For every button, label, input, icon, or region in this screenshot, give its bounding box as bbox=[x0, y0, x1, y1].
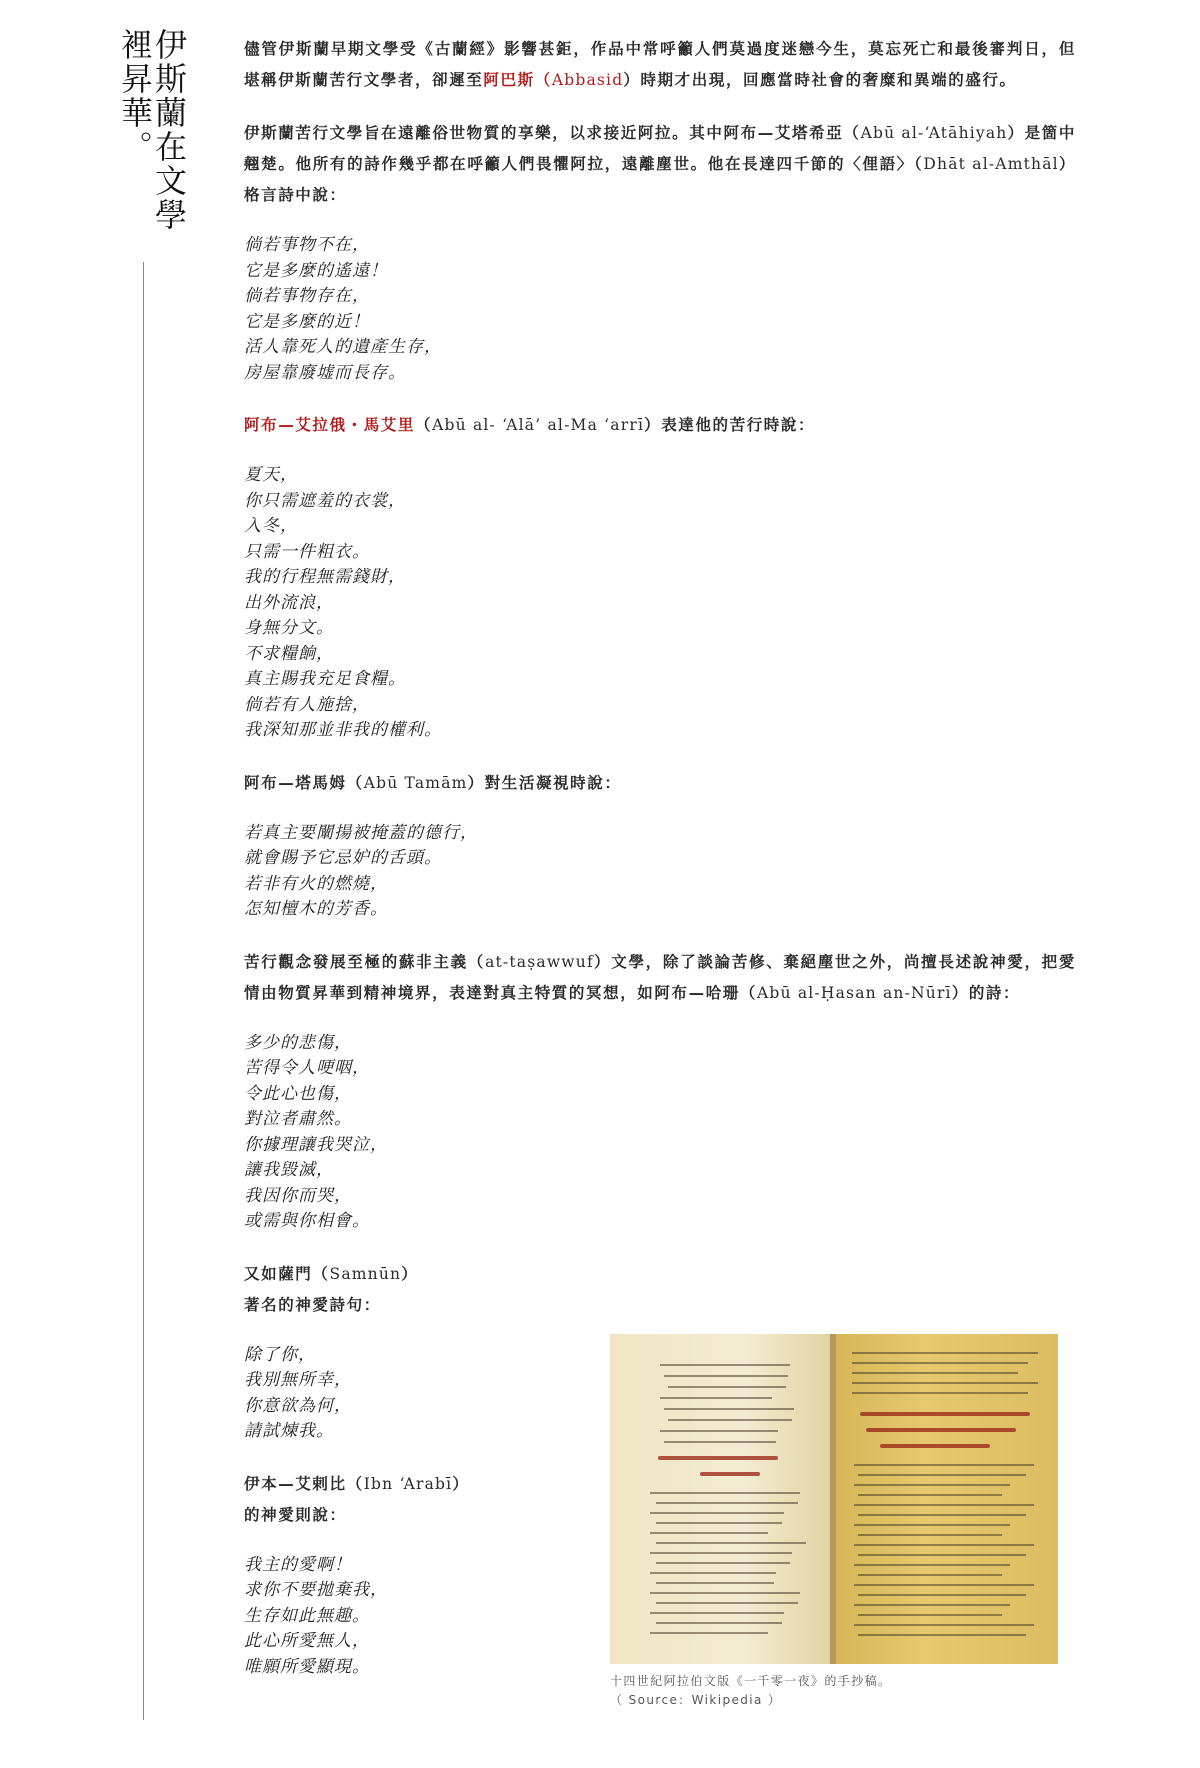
intro-2 bbox=[244, 410, 1076, 441]
script-line bbox=[854, 1484, 1010, 1486]
poem-line: 令此心也傷， bbox=[244, 1083, 352, 1104]
poem-line: 求你不要拋棄我， bbox=[244, 1580, 388, 1600]
script-line bbox=[664, 1375, 788, 1377]
intro2-highlight: 阿布—艾拉俄・馬艾里 bbox=[244, 416, 416, 434]
script-line bbox=[650, 1612, 784, 1614]
script-line bbox=[858, 1534, 1002, 1536]
script-line bbox=[858, 1554, 1026, 1556]
poem-line: 若真主要闡揚被掩蓋的德行， bbox=[244, 822, 478, 843]
script-line bbox=[656, 1602, 798, 1604]
script-line bbox=[660, 1430, 778, 1432]
script-line bbox=[858, 1614, 1002, 1616]
poem-line: 若非有火的燃燒， bbox=[244, 873, 388, 894]
p2-text-a: 伊斯蘭苦行文學旨在遠離俗世物質的享樂，以求接近阿拉。其中阿布—艾塔希亞（ bbox=[244, 124, 861, 142]
intro3-text-b: ）對生活凝視時說： bbox=[467, 773, 622, 792]
script-line bbox=[852, 1372, 1018, 1374]
p2-latin-2: Dhāt al-Amthāl bbox=[923, 155, 1059, 173]
poem-line: 它是多麼的遙遠！ bbox=[244, 260, 388, 281]
script-line bbox=[858, 1514, 1026, 1516]
script-line bbox=[858, 1634, 1026, 1636]
poem-line: 倘若有人施捨， bbox=[244, 694, 370, 715]
script-line bbox=[858, 1594, 1026, 1596]
p2-latin-1: Abū al-‘Atāhiyah bbox=[860, 124, 1008, 142]
sidebar bbox=[118, 28, 188, 248]
script-line bbox=[858, 1474, 1026, 1476]
poem-line: 夏天， bbox=[244, 465, 298, 485]
intro6-text-a: 伊本—艾剌比（ bbox=[244, 1474, 364, 1493]
page-title bbox=[118, 28, 186, 248]
poem-line: 生存如此無趣。 bbox=[244, 1605, 370, 1626]
intro5-line-2: 著名的神愛詩句： bbox=[244, 1295, 381, 1314]
script-line bbox=[650, 1632, 768, 1634]
p2-text-b: ）是箇中翹楚。他所有的詩作幾乎都在呼籲人們畏懼阿拉，遠離塵世。他在長達四千節的〈俚語〉（ bbox=[244, 124, 1077, 173]
poem-line: 我別無所幸， bbox=[244, 1370, 352, 1390]
p4-text-a: 苦行觀念發展至極的蘇非主義（ bbox=[244, 952, 486, 971]
script-line bbox=[852, 1382, 1038, 1384]
script-line bbox=[656, 1542, 806, 1544]
p4-text-b: ）文學，除了談論苦修、棄絕塵世之外，尚擅長述說神愛，把愛情由物質昇華到精神境界，表達對真主特質的冥想，如阿布—哈珊（ bbox=[244, 952, 1076, 1002]
intro5-latin: Samnūn bbox=[329, 1264, 402, 1283]
script-line bbox=[854, 1524, 1010, 1526]
poem-line: 只需一件粗衣。 bbox=[244, 541, 370, 562]
script-line bbox=[656, 1622, 782, 1624]
poem-line: 真主賜我充足食糧。 bbox=[244, 669, 406, 689]
paragraph-4 bbox=[244, 947, 1076, 1009]
poem-line: 你據理讓我哭泣， bbox=[244, 1134, 388, 1155]
poem-2 bbox=[244, 463, 1076, 744]
manuscript-figure bbox=[610, 1334, 1058, 1710]
poem-line: 我深知那並非我的權利。 bbox=[244, 720, 442, 740]
p1-text-a: 儘管伊斯蘭早期文學受《古蘭經》影響甚鉅，作品中常呼籲人們莫過度迷戀今生，莫忘死亡和最後審判日，但堪稱伊斯蘭苦行文學者，卻遲至 bbox=[244, 40, 1076, 89]
script-line bbox=[854, 1584, 1034, 1586]
intro-5 bbox=[244, 1259, 1076, 1321]
script-line bbox=[650, 1592, 800, 1594]
intro5-text-b: ） bbox=[401, 1264, 419, 1283]
poem-line: 我主的愛啊！ bbox=[244, 1554, 352, 1575]
script-line bbox=[854, 1464, 1034, 1466]
intro2-paren: （ bbox=[415, 416, 433, 434]
script-line bbox=[664, 1408, 794, 1410]
poem-line: 入冬， bbox=[244, 516, 298, 536]
title-line-1: 伊斯蘭 bbox=[150, 28, 188, 130]
script-line bbox=[858, 1494, 1002, 1496]
script-line bbox=[656, 1522, 782, 1524]
script-line bbox=[650, 1512, 784, 1514]
caption-line-1: 十四世紀阿拉伯文版《一千零一夜》的手抄稿。 bbox=[610, 1674, 892, 1688]
script-line bbox=[854, 1504, 1034, 1506]
script-line bbox=[660, 1397, 772, 1399]
script-line bbox=[650, 1572, 776, 1574]
rubric-line bbox=[880, 1444, 990, 1448]
poem-line: 請試煉我。 bbox=[244, 1421, 334, 1441]
manuscript-left-page bbox=[610, 1334, 832, 1664]
sidebar-divider bbox=[143, 262, 144, 1720]
intro5-text-a: 又如薩門（ bbox=[244, 1264, 330, 1283]
script-line bbox=[650, 1532, 768, 1534]
poem-line: 苦得令人哽咽， bbox=[244, 1058, 370, 1078]
p1-text-c: ）時期才出現，回應當時社會的奢糜和異端的盛行。 bbox=[623, 71, 1017, 89]
intro3-latin: Abū Tamām bbox=[363, 773, 468, 792]
poem-line: 此心所愛無人， bbox=[244, 1631, 370, 1651]
script-line bbox=[664, 1441, 776, 1443]
intro2-text: ）表達他的苦行時說： bbox=[644, 416, 816, 434]
p4-text-c: ）的詩： bbox=[951, 983, 1021, 1002]
p1-latin: Abbasid bbox=[551, 71, 624, 89]
script-line bbox=[668, 1419, 792, 1421]
poem-line: 它是多麼的近！ bbox=[244, 311, 370, 332]
p2-text-c: ）格言詩中說： bbox=[244, 155, 1076, 204]
poem-line: 我因你而哭， bbox=[244, 1185, 352, 1206]
script-line bbox=[656, 1582, 774, 1584]
poem-line: 對泣者肅然。 bbox=[244, 1109, 352, 1129]
script-line bbox=[650, 1552, 792, 1554]
p1-highlight: 阿巴斯 bbox=[483, 71, 535, 89]
poem-line: 房屋靠廢墟而長存。 bbox=[244, 362, 406, 383]
poem-line: 你只需遮羞的衣裳， bbox=[244, 490, 406, 511]
rubric-line bbox=[700, 1472, 760, 1476]
script-line bbox=[854, 1544, 1034, 1546]
intro3-text-a: 阿布—塔馬姆（ bbox=[244, 773, 364, 792]
manuscript-image bbox=[610, 1334, 1058, 1664]
intro6-text-b: ） bbox=[452, 1474, 470, 1493]
title-line-2: 在文學裡昇華。 bbox=[116, 28, 188, 232]
intro2-latin: Abū al- ‘Alā’ al-Ma ‘arrī bbox=[432, 416, 645, 434]
intro-3 bbox=[244, 768, 1076, 799]
rubric-line bbox=[866, 1428, 1016, 1432]
figure-caption bbox=[610, 1672, 1058, 1710]
poem-1 bbox=[244, 233, 1076, 386]
manuscript-spine bbox=[830, 1334, 836, 1664]
script-line bbox=[650, 1492, 800, 1494]
caption-source: （ Source：Wikipedia ） bbox=[610, 1693, 782, 1707]
poem-line: 或需與你相會。 bbox=[244, 1211, 370, 1231]
script-line bbox=[852, 1352, 1038, 1354]
script-line bbox=[660, 1364, 790, 1366]
poem-line: 我的行程無需錢財， bbox=[244, 567, 406, 587]
p1-paren: （ bbox=[534, 71, 552, 89]
poem-line: 不求糧餉， bbox=[244, 643, 334, 664]
p4-latin-1: at-taṣawwuf bbox=[485, 952, 594, 971]
poem-line: 讓我毀滅， bbox=[244, 1160, 334, 1180]
script-line bbox=[854, 1624, 1034, 1626]
p4-latin-2: Abū al-Ḥasan an-Nūrī bbox=[757, 983, 952, 1002]
poem-line: 出外流浪， bbox=[244, 592, 334, 613]
poem-line: 唯願所愛顯現。 bbox=[244, 1656, 370, 1677]
script-line bbox=[852, 1392, 1028, 1394]
script-line bbox=[852, 1362, 1028, 1364]
script-line bbox=[854, 1564, 1010, 1566]
poem-4 bbox=[244, 1031, 1076, 1235]
script-line bbox=[656, 1562, 790, 1564]
poem-line: 倘若事物存在， bbox=[244, 286, 370, 306]
paragraph-2 bbox=[244, 118, 1076, 211]
poem-line: 除了你， bbox=[244, 1344, 316, 1365]
poem-line: 你意欲為何， bbox=[244, 1395, 352, 1416]
rubric-line bbox=[860, 1412, 1030, 1416]
poem-line: 倘若事物不在， bbox=[244, 235, 370, 255]
script-line bbox=[858, 1574, 1002, 1576]
poem-line: 身無分文。 bbox=[244, 618, 334, 638]
script-line bbox=[656, 1502, 798, 1504]
intro6-line-2: 的神愛則說： bbox=[244, 1505, 347, 1524]
paragraph-1 bbox=[244, 34, 1076, 96]
poem-line: 活人靠死人的遺產生存， bbox=[244, 337, 442, 357]
script-line bbox=[668, 1386, 786, 1388]
poem-line: 多少的悲傷， bbox=[244, 1032, 352, 1053]
poem-line: 就會賜予它忌妒的舌頭。 bbox=[244, 848, 442, 868]
rubric-line bbox=[658, 1456, 778, 1460]
script-line bbox=[854, 1604, 1010, 1606]
poem-line: 怎知檀木的芳香。 bbox=[244, 899, 388, 919]
poem-3 bbox=[244, 821, 1076, 923]
intro6-latin: Ibn ‘Arabī bbox=[363, 1474, 453, 1493]
